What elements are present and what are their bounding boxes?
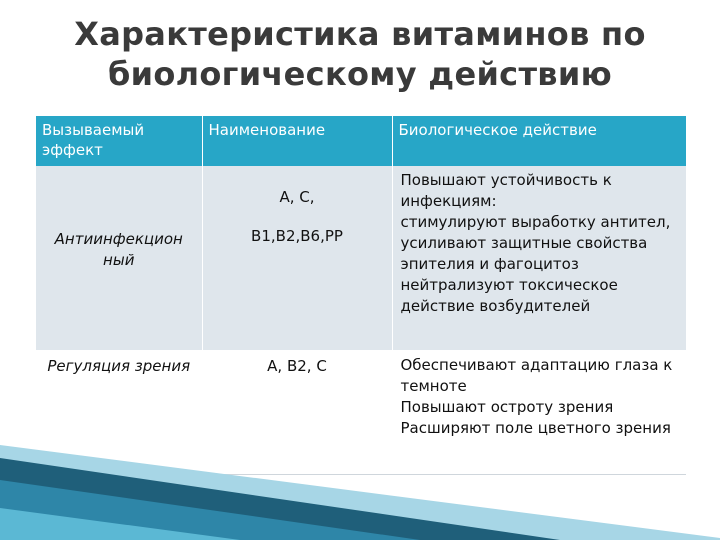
effect-text: Антиинфекцион ный — [54, 230, 183, 269]
effect-cell — [36, 166, 202, 351]
slide-title-line-2: биологическому действию — [108, 55, 612, 93]
slide-title-line-1: Характеристика витаминов по — [74, 15, 646, 53]
action-cell — [392, 166, 686, 351]
action-line: Повышают устойчивость к инфекциям: — [400, 171, 612, 210]
decorative-wave — [0, 420, 720, 540]
header-action: Биологическое действие — [392, 116, 686, 166]
vitamin-names: A, C, — [279, 188, 315, 206]
table-header-row — [36, 116, 686, 166]
table-row — [36, 166, 686, 351]
action-line: Расширяют поле цветного зрения — [400, 419, 671, 437]
action-line: нейтрализуют токсическое действие возбудителей — [400, 276, 618, 315]
slide-title — [0, 14, 720, 94]
action-line: усиливают защитные свойства эпителия и фагоцитоз — [400, 234, 648, 273]
action-line: Повышают остроту зрения — [400, 398, 614, 416]
header-name: Наименование — [202, 116, 392, 166]
action-line: Обеспечивают адаптацию глаза к темноте — [400, 356, 673, 395]
effect-text: Регуляция зрения — [47, 357, 191, 375]
action-line: стимулируют выработку антител, — [400, 213, 671, 231]
vitamin-names: A, B2, C — [267, 357, 327, 375]
name-cell — [202, 166, 392, 351]
header-effect: Вызываемый эффект — [36, 116, 202, 166]
vitamin-names: B1,B2,B6,PP — [251, 227, 343, 245]
